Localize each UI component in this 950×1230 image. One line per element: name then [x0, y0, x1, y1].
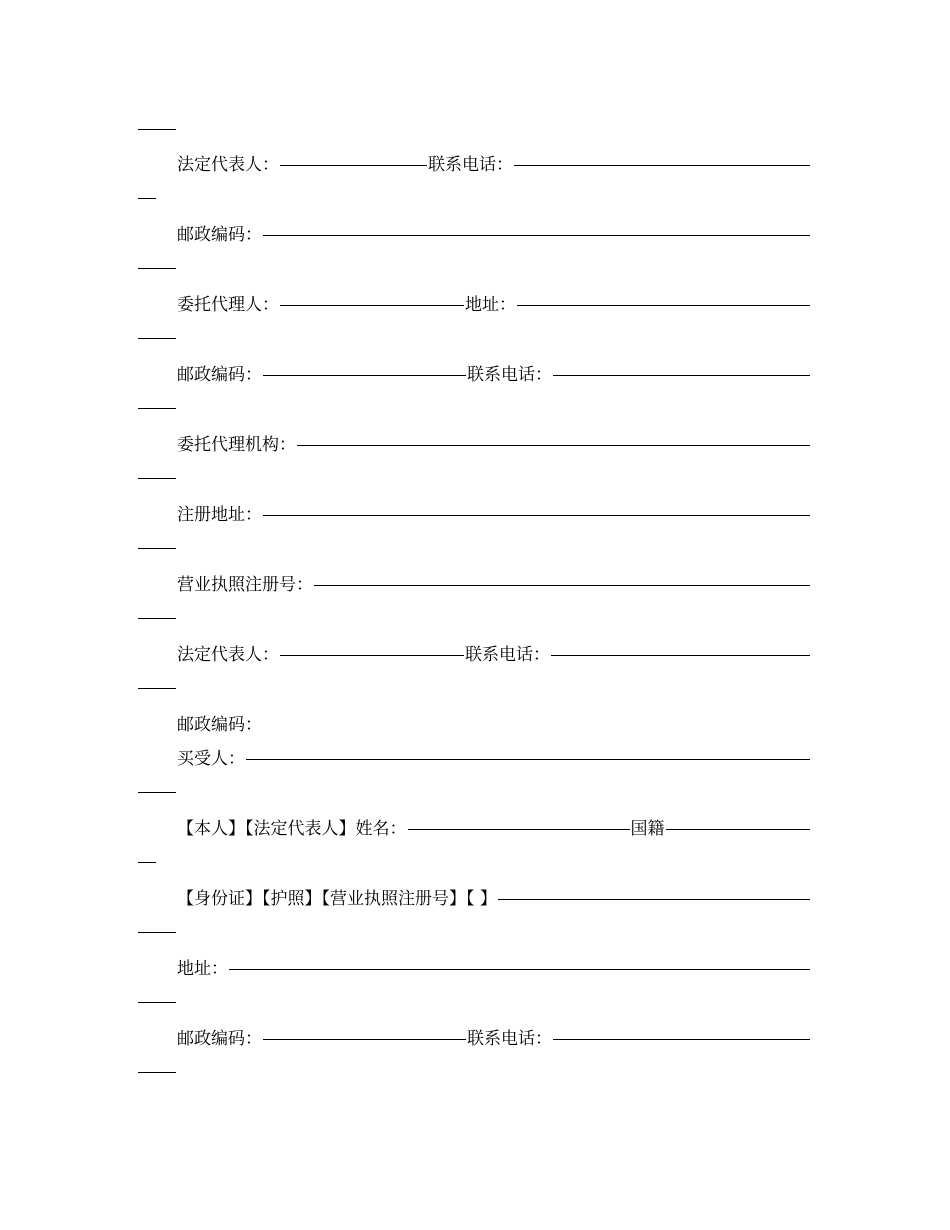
agent-postal-phone-line [177, 362, 811, 386]
blank-underline [280, 305, 464, 306]
agency-postal-code-line [177, 712, 811, 736]
buyer-postal-phone-line [177, 1026, 811, 1050]
blank-underline [553, 1039, 810, 1040]
blank-underline [263, 1039, 466, 1040]
underline-continuation [138, 408, 176, 409]
field-label: 法定代表人： [177, 645, 279, 665]
blank-underline [263, 375, 466, 376]
blank-underline [280, 165, 427, 166]
blank-underline [517, 305, 810, 306]
field-label: 邮政编码： [177, 715, 262, 735]
buyer-line [177, 746, 811, 770]
field-label: 地址： [177, 959, 228, 979]
seller-legal-representative-line [177, 152, 811, 176]
underline-continuation [138, 618, 176, 619]
field-label: 国籍 [630, 819, 665, 839]
seller-agent-line [177, 292, 811, 316]
blank-underline [246, 759, 810, 760]
underline-continuation [138, 1072, 176, 1073]
agency-line [177, 432, 811, 456]
underline-continuation [138, 129, 176, 130]
blank-underline [280, 655, 464, 656]
blank-underline [514, 165, 810, 166]
business-license-line [177, 572, 811, 596]
blank-underline [263, 515, 810, 516]
registered-address-line [177, 502, 811, 526]
blank-underline [263, 235, 810, 236]
field-label: 营业执照注册号： [177, 575, 313, 595]
field-label: 邮政编码： [177, 365, 262, 385]
blank-underline [666, 829, 811, 830]
agency-legal-representative-line [177, 642, 811, 666]
seller-postal-code-line [177, 222, 811, 246]
field-label: 委托代理人： [177, 295, 279, 315]
field-label: 联系电话： [467, 365, 552, 385]
field-label: 委托代理机构： [177, 435, 296, 455]
blank-underline [314, 585, 810, 586]
underline-continuation [138, 268, 176, 269]
buyer-address-line [177, 956, 811, 980]
underline-continuation [138, 688, 176, 689]
blank-underline [498, 899, 810, 900]
field-label: 【本人】【法定代表人】姓名： [177, 819, 407, 839]
field-label: 联系电话： [467, 1029, 552, 1049]
underline-continuation [138, 548, 176, 549]
field-label: 联系电话： [428, 155, 513, 175]
field-label: 法定代表人： [177, 155, 279, 175]
field-label: 注册地址： [177, 505, 262, 525]
field-label: 买受人： [177, 749, 245, 769]
underline-continuation [138, 932, 176, 933]
underline-continuation [138, 198, 156, 199]
blank-underline [553, 375, 810, 376]
buyer-name-nationality-line [177, 816, 811, 840]
underline-continuation [138, 792, 176, 793]
field-label: 地址： [465, 295, 516, 315]
blank-underline [297, 445, 810, 446]
buyer-id-document-line [177, 886, 811, 910]
blank-underline [229, 969, 810, 970]
blank-underline [408, 829, 630, 830]
underline-continuation [138, 1002, 176, 1003]
blank-underline [551, 655, 810, 656]
underline-continuation [138, 478, 176, 479]
field-label: 邮政编码： [177, 225, 262, 245]
field-label: 邮政编码： [177, 1029, 262, 1049]
underline-continuation [138, 338, 176, 339]
field-label: 【身份证】【护照】【营业执照注册号】【 】 [177, 889, 497, 909]
underline-continuation [138, 862, 156, 863]
field-label: 联系电话： [465, 645, 550, 665]
